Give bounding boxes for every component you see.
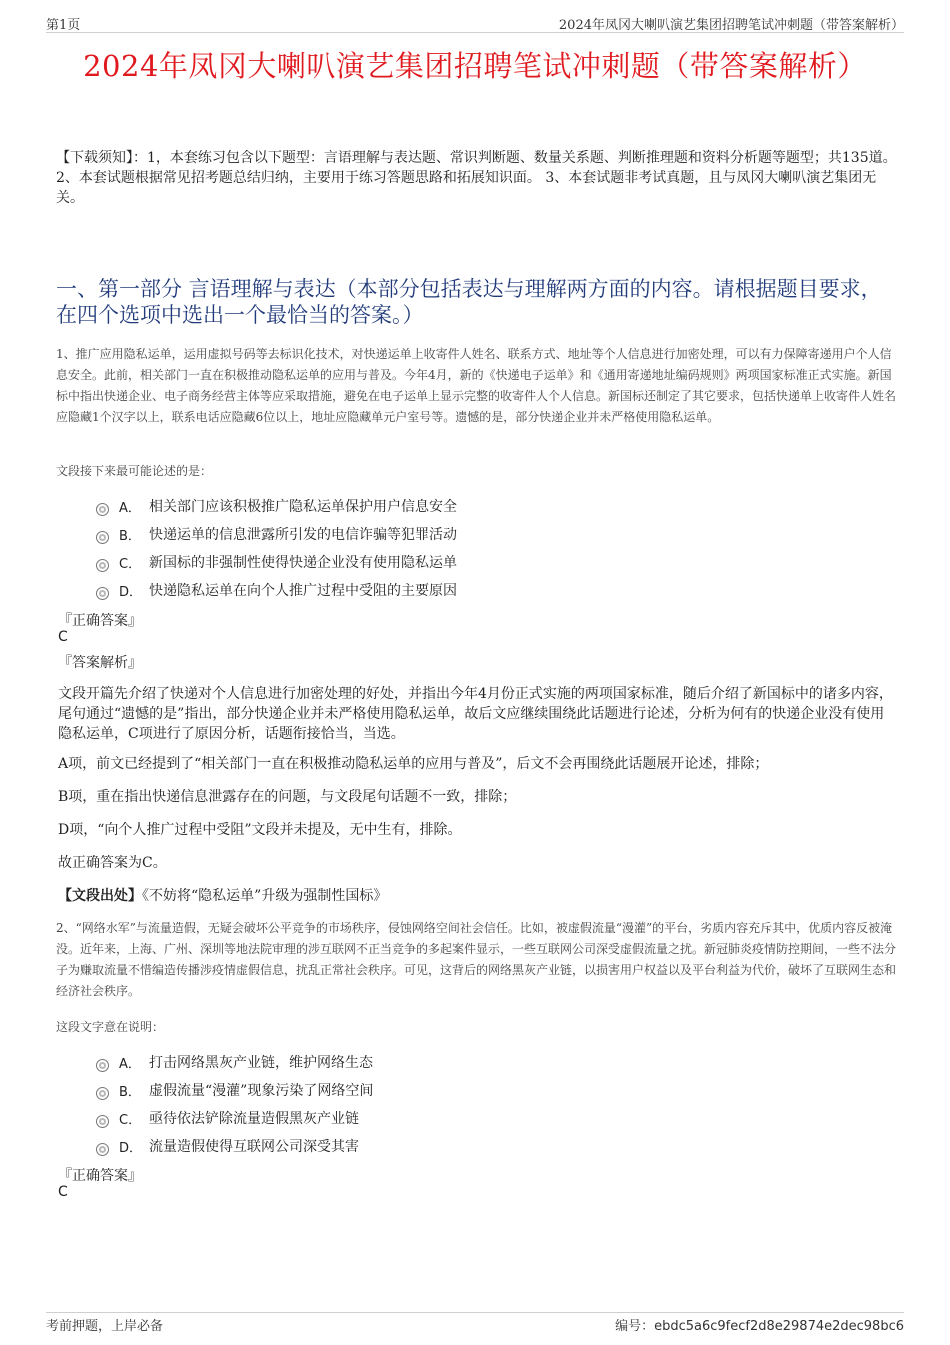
option-text: 流量造假使得互联网公司深受其害 — [149, 1139, 359, 1155]
analysis-label: 『答案解析』 — [58, 655, 142, 671]
code-label: 编号： — [615, 1319, 655, 1334]
radio-icon[interactable] — [96, 531, 109, 544]
radio-icon[interactable] — [96, 1143, 109, 1156]
answer-value: C — [58, 629, 68, 645]
option-c[interactable] — [96, 1104, 796, 1132]
option-key: C． — [119, 1112, 142, 1128]
option-key: A． — [119, 500, 141, 516]
source-text: 《不妨将“隐私运单”升级为强制性国标》 — [142, 888, 388, 904]
question-2-text: 2、“网络水军”与流量造假，无疑会破坏公平竞争的市场秩序，侵蚀网络空间社会信任。比如，被虚假流量“漫灌”的平台，劣质内容充斥其中，优质内容反被淹没。近年来，上海、广州、深圳等地法院审理的涉互联网不正当竞争的多起案件显示，一些互联网公司深受虚假流量之扰。新冠肺炎疫情防控期间，一些不法分子为赚取流量不惜编造传播涉疫情虚假信息，扰乱正常社会秩序。可见，这背后的网络黑灰产业链，以损害用户权益以及平台利益为代价，破坏了互联网生态和经济社会秩序。 — [56, 921, 897, 998]
question-2-options — [96, 1048, 796, 1160]
analysis-paragraph: 文段开篇先介绍了快递对个人信息进行加密处理的好处，并指出今年4月份正式实施的两项国家标准，随后介绍了新国标中的诸多内容，尾句通过“遗憾的是”指出，部分快递企业并未严格使用隐私运单，故后文应继续围绕此话题进行论述，分析为何有的快递企业没有使用隐私运单，C项进行了原因分析，话题衔接恰当，当选。 — [58, 686, 893, 742]
option-key: A． — [119, 1056, 141, 1072]
option-d[interactable] — [96, 576, 796, 604]
question-1-text: 1、推广应用隐私运单，运用虚拟号码等去标识化技术，对快递运单上收寄件人姓名、联系方式、地址等个人信息进行加密处理，可以有力保障寄递用户个人信息安全。此前，相关部门一直在积极推动隐私运单的应用与普及。今年4月，新的《快递电子运单》和《通用寄递地址编码规则》两项国家标准正式实施。新国标中指出快递企业、电子商务经营主体等应采取措施，避免在电子运单上显示完整的收寄件人个人信息。新国标还制定了其它要求，包括快递单上收寄件人姓名应隐藏1个汉字以上，联系电话应隐藏6位以上，地址应隐藏单元户室号等。遗憾的是，部分快递企业并未严格使用隐私运单。 — [56, 347, 897, 424]
option-a[interactable] — [96, 492, 796, 520]
source-line — [58, 886, 896, 906]
answer-label: 『正确答案』 — [58, 613, 142, 629]
option-text: 快递隐私运单在向个人推广过程中受阻的主要原因 — [149, 583, 457, 599]
option-b[interactable] — [96, 1076, 796, 1104]
option-key: D． — [119, 584, 143, 600]
option-text: 相关部门应该积极推广隐私运单保护用户信息安全 — [149, 499, 457, 515]
page-number: 第1页 — [46, 18, 81, 33]
option-text: 亟待依法铲除流量造假黑灰产业链 — [149, 1111, 359, 1127]
radio-icon[interactable] — [96, 1059, 109, 1072]
answer-label: 『正确答案』 — [58, 1168, 142, 1184]
document-title: 2024年凤冈大喇叭演艺集团招聘笔试冲刺题（带答案解析） — [83, 49, 867, 83]
analysis-paragraph: 故正确答案为C。 — [58, 855, 167, 871]
option-c[interactable] — [96, 548, 796, 576]
page-header — [46, 14, 904, 33]
page-footer — [46, 1312, 904, 1335]
radio-icon[interactable] — [96, 503, 109, 516]
section-heading: 一、第一部分 言语理解与表达（本部分包括表达与理解两方面的内容。请根据题目要求，在四个选项中选出一个最恰当的答案。） — [56, 277, 882, 327]
code-value: ebdc5a6c9fecf2d8e29874e2dec98bc6 — [654, 1319, 904, 1334]
analysis-paragraph: D项，“向个人推广过程中受阻”文段并未提及，无中生有，排除。 — [58, 822, 462, 838]
option-text: 快递运单的信息泄露所引发的电信诈骗等犯罪活动 — [149, 527, 457, 543]
option-b[interactable] — [96, 520, 796, 548]
question-1-options — [96, 492, 796, 604]
header-doc-title: 2024年凤冈大喇叭演艺集团招聘笔试冲刺题（带答案解析） — [558, 18, 904, 33]
radio-icon[interactable] — [96, 1115, 109, 1128]
option-key: D． — [119, 1140, 143, 1156]
question-2-lead: 这段文字意在说明： — [56, 1020, 165, 1034]
option-key: B． — [119, 1084, 141, 1100]
analysis-paragraph: A项，前文已经提到了“相关部门一直在积极推动隐私运单的应用与普及”，后文不会再围绕此话题展开论述，排除； — [58, 756, 769, 772]
analysis-paragraph: B项，重在指出快递信息泄露存在的问题，与文段尾句话题不一致，排除； — [58, 789, 517, 805]
footer-slogan: 考前押题，上岸必备 — [46, 1319, 164, 1334]
radio-icon[interactable] — [96, 587, 109, 600]
answer-value: C — [58, 1184, 68, 1200]
option-a[interactable] — [96, 1048, 796, 1076]
radio-icon[interactable] — [96, 1087, 109, 1100]
question-1-lead: 文段接下来最可能论述的是： — [56, 464, 213, 478]
footer-code — [615, 1315, 904, 1334]
option-key: B． — [119, 528, 141, 544]
option-key: C． — [119, 556, 142, 572]
source-label: 【文段出处】 — [58, 888, 142, 904]
download-notice: 【下载须知】：1，本套练习包含以下题型：言语理解与表达题、常识判断题、数量关系题、判断推理题和资料分析题等题型；共135道。 2、本套试题根据常见招考题总结归纳，主要用于练习答题思路和拓展知识面。 3、本套试题非考试真题，且与凤冈大喇叭演艺集团无关。 — [56, 150, 897, 206]
radio-icon[interactable] — [96, 559, 109, 572]
option-text: 虚假流量“漫灌”现象污染了网络空间 — [149, 1083, 374, 1099]
option-text: 新国标的非强制性使得快递企业没有使用隐私运单 — [149, 555, 457, 571]
option-text: 打击网络黑灰产业链，维护网络生态 — [149, 1055, 373, 1071]
option-d[interactable] — [96, 1132, 796, 1160]
